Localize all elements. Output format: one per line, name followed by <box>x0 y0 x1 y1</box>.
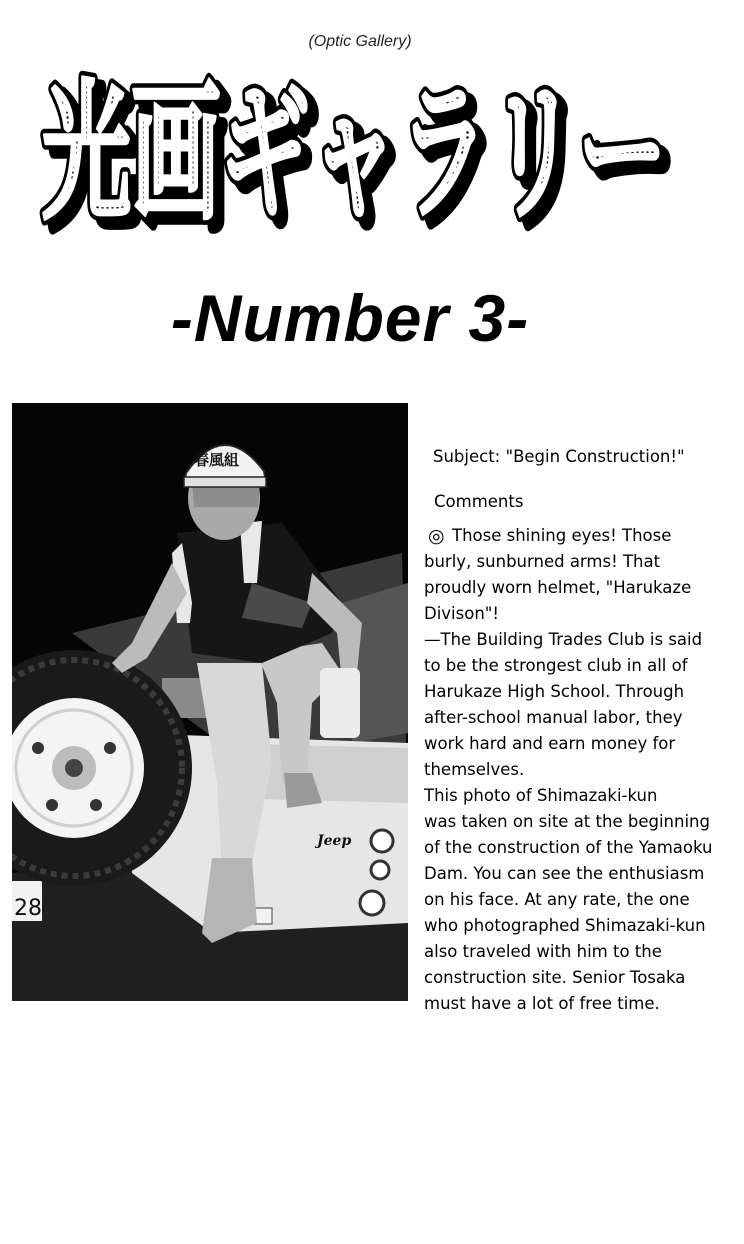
gallery-subtitle: (Optic Gallery) <box>308 33 412 50</box>
logo-shadow-text: 光画ギャラリー <box>50 75 675 235</box>
jeep-badge: Jeep <box>317 833 352 849</box>
comment-line: themselves. <box>424 760 525 779</box>
comment-line: after-school manual labor, they <box>424 708 683 727</box>
comment-body <box>424 523 736 1017</box>
comments-heading: Comments <box>434 492 524 511</box>
comment-line: Harukaze High School. Through <box>424 682 685 701</box>
optic-gallery-logo <box>30 55 690 235</box>
comment-line: —The Building Trades Club is said <box>424 630 703 649</box>
comment-line: This photo of Shimazaki-kun <box>424 786 658 805</box>
logo-fill-text: 光画ギャラリー <box>42 67 667 235</box>
comment-line: Divison"! <box>424 604 499 623</box>
helmet-label: 春風組 <box>194 451 240 469</box>
double-circle-bullet-icon: ◎ <box>428 525 445 547</box>
comment-line: of the construction of the Yamaoku <box>424 838 713 857</box>
logo-outline-text: 光画ギャラリー <box>42 67 667 235</box>
comment-line: Dam. You can see the enthusiasm <box>424 864 705 883</box>
subject-value: "Begin Construction!" <box>505 447 685 466</box>
comment-line: on his face. At any rate, the one <box>424 890 690 909</box>
subject-line <box>433 444 736 470</box>
comment-line: to be the strongest club in all of <box>424 656 688 675</box>
comment-line: who photographed Shimazaki-kun <box>424 916 706 935</box>
comment-line: ◎ Those shining eyes! Those <box>428 525 672 547</box>
comment-line: also traveled with him to the <box>424 942 662 961</box>
article-text <box>424 444 736 1017</box>
comment-line: was taken on site at the beginning <box>424 812 710 831</box>
gallery-photo <box>12 403 408 1001</box>
comment-line: proudly worn helmet, "Harukaze <box>424 578 692 597</box>
comment-line: construction site. Senior Tosaka <box>424 968 686 987</box>
plate-number: 28 <box>14 896 42 921</box>
comment-line: must have a lot of free time. <box>424 994 660 1013</box>
comment-line: work hard and earn money for <box>424 734 676 753</box>
issue-number-heading: -Number 3- <box>170 281 530 355</box>
subject-label: Subject: <box>433 447 501 466</box>
comment-line: burly, sunburned arms! That <box>424 552 661 571</box>
